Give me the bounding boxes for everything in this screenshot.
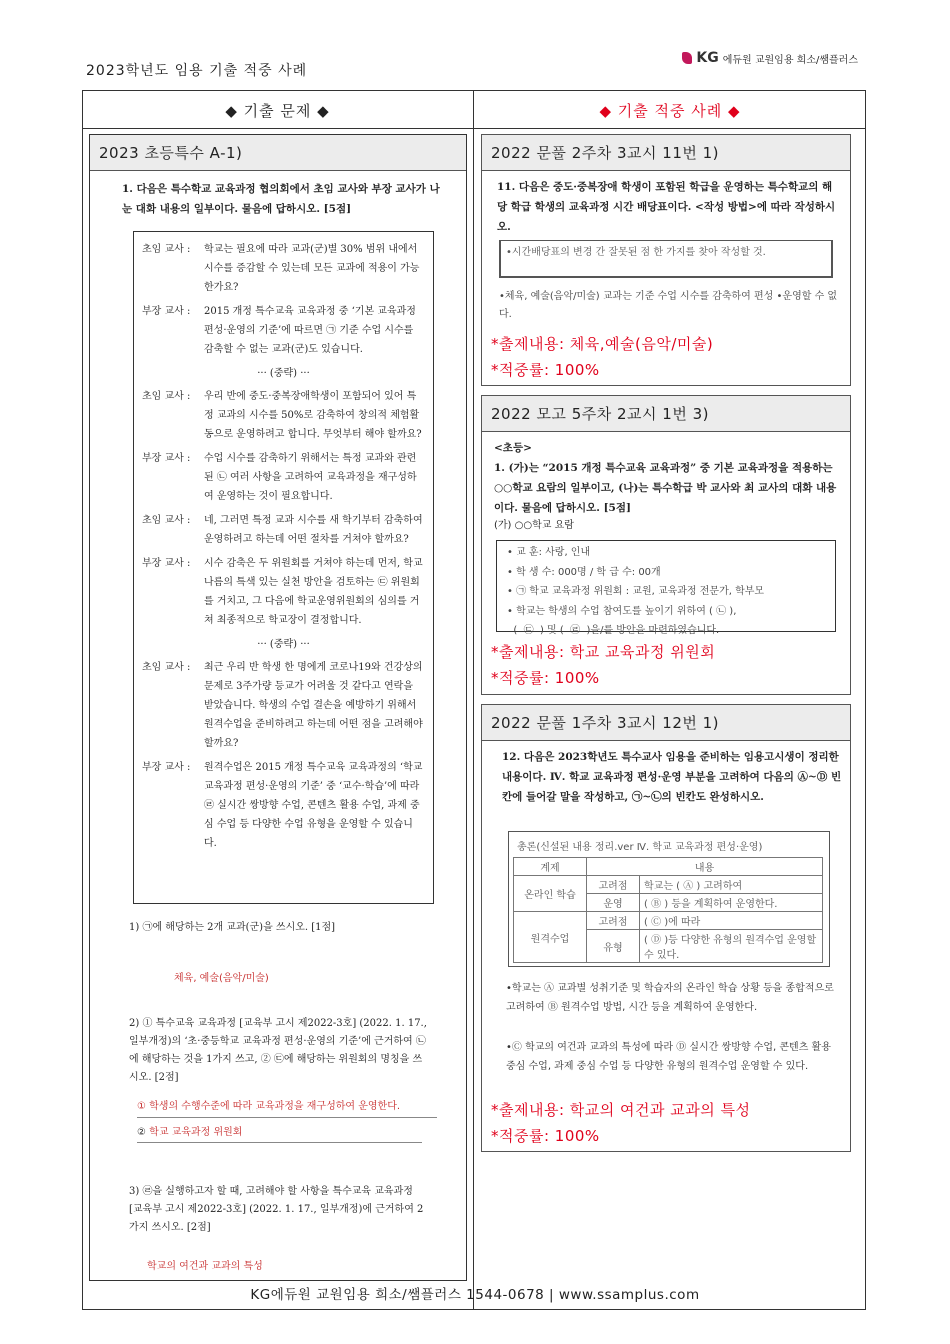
hit-case-rate: *적중률: 100% (491, 669, 600, 687)
dialog-line (142, 511, 425, 549)
dialog-line (142, 758, 425, 853)
hit-case-content: *출제내용: 체육,예술(음악/미술) (491, 335, 714, 353)
sub-question-1: 1) ㉠에 해당하는 2개 교과(군)을 쓰시오. [1점] (129, 922, 336, 933)
hit-case-box-3 (481, 704, 851, 1152)
summary-table-box (508, 831, 830, 967)
speaker: 초임 교사 : (142, 662, 191, 673)
answer-2-1: ① 학생의 수행수준에 따라 교육과정을 재구성하여 운영한다. (137, 1101, 401, 1112)
table-header-row (514, 858, 823, 876)
logo-text: 에듀원 교원임용 희소/쌤플러스 (722, 54, 858, 66)
table-cell: 운영 (587, 894, 640, 912)
answer-line (137, 1142, 422, 1143)
table-header-cell: 계제 (514, 858, 587, 876)
dialog-line (142, 658, 425, 753)
answer-1: 체육, 예술(음악/미술) (174, 973, 269, 984)
omission-mark: ··· (중략) ··· (257, 639, 310, 650)
dialog-line (142, 302, 425, 359)
utterance: 우리 반에 중도·중복장애학생이 포함되어 있어 특정 교과의 시수를 50%로 감축하여 창의적 체험활동으로 운영하려고 합니다. 무엇부터 해야 할까요? (204, 391, 422, 440)
utterance: 최근 우리 반 학생 한 명에게 코로나19와 건강상의 문제로 3주가량 등교가 어려울 것 같다고 연락을 받았습니다. 학생의 수업 결손을 예방하기 위해서 원격수업을 준비하려고 하는데 어떤 점을 고려해야 할까요? (204, 662, 423, 749)
table-header-cell: 내용 (587, 858, 823, 876)
page-header-title: 2023학년도 임용 기출 적중 사례 (86, 63, 308, 79)
table-cell: 고려점 (587, 876, 640, 894)
omission-mark: ··· (중략) ··· (257, 368, 310, 379)
utterance: 원격수업은 2015 개정 특수교육 교육과정의 ‘학교 교육과정 편성·운영의 기준’ 중 ‘교수·학습’에 따라 ㉣ 실시간 쌍방향 수업, 콘텐츠 활용 수업, 과제 중심 수업 등 다양한 수업 유형을 운영할 수 있습니다. (204, 762, 423, 849)
sub-question-3: 3) ㉣을 실행하고자 할 때, 고려해야 할 사항을 특수교육 교육과정 [교육부 고시 제2022-3호] (2022. 1. 17., 일부개정)에 근거하여 2가지 쓰시오. [2점] (129, 1186, 424, 1233)
info-line: • 학교는 학생의 수업 참여도를 높이기 위하여 ( ㉡ ), (507, 605, 737, 617)
utterance: 수업 시수를 감축하기 위해서는 특정 교과와 관련된 ㉡ 여러 사항을 고려하여 교육과정을 재구성하여 운영하는 것이 필요합니다. (204, 453, 417, 502)
exam-question-box (89, 134, 467, 1281)
exam-heading: 2023 초등특수 A-1) (90, 135, 466, 171)
speaker: 부장 교사 : (142, 306, 191, 317)
hit-case-question: 11. 다음은 중도·중복장애 학생이 포함된 학급을 운영하는 특수학교의 해당 학급 학생의 교육과정 시간 배당표이다. <작성 방법>에 따라 작성하시오. (497, 181, 836, 233)
table-cell: 학교는 ( Ⓐ ) 고려하여 (640, 876, 823, 894)
header-row-divider (82, 128, 866, 129)
hit-case-answer: •체육, 예술(음악/미술) 교과는 기준 수업 시수를 감축하여 편성 •운영할 수 없다. (499, 291, 838, 320)
hit-case-box-1 (481, 134, 851, 386)
table-row (514, 876, 823, 894)
hit-case-heading: 2022 문풀 2주차 3교시 11번 1) (482, 135, 850, 171)
answer-line (137, 1117, 437, 1118)
dialog-line (142, 554, 425, 630)
summary-table (513, 857, 823, 963)
utterance: 학교는 필요에 따라 교과(군)별 30% 범위 내에서 시수를 증감할 수 있는데 모든 교과에 적용이 가능한가요? (204, 244, 420, 293)
speaker: 부장 교사 : (142, 453, 191, 464)
method-text: •시간배당표의 변경 간 잘못된 점 한 가지를 찾아 작성할 것. (506, 247, 766, 258)
hit-case-heading: 2022 모고 5주차 2교시 1번 3) (482, 396, 850, 432)
hit-case-heading: 2022 문풀 1주차 3교시 12번 1) (482, 705, 850, 741)
hit-case-box-2 (481, 395, 851, 695)
info-line: • 교 훈: 사랑, 인내 (507, 547, 591, 558)
dialog-box (133, 231, 434, 904)
speaker: 초임 교사 : (142, 244, 191, 255)
hit-case-rate: *적중률: 100% (491, 1127, 600, 1145)
dialog-line (142, 387, 425, 444)
speaker: 초임 교사 : (142, 515, 191, 526)
table-row (514, 912, 823, 930)
info-line: • 학 생 수: 000명 / 학 급 수: 00개 (507, 566, 661, 578)
table-cell: 유형 (587, 930, 640, 963)
logo-brand: KG (696, 50, 719, 66)
info-line: ( ㉢ ) 및 ( ㉣ )을/를 방안을 마련하였습니다. (507, 625, 720, 636)
summary-table-title: 총론(신설된 내용 정리.ver Ⅳ. 학교 교육과정 편성·운영) (517, 842, 763, 853)
answer-2-2-number: ② (137, 1127, 146, 1138)
table-cell: ( Ⓒ )에 따라 (640, 912, 823, 930)
hit-case-answer-2: •Ⓒ 학교의 여건과 교과의 특성에 따라 Ⓓ 실시간 쌍방향 수업, 콘텐츠 활용 중심 수업, 과제 중심 수업 등 다양한 유형의 원격수업 운영할 수 있다. (506, 1042, 831, 1072)
table-cell: 원격수업 (514, 912, 587, 963)
hit-case-content: *출제내용: 학교의 여건과 교과의 특성 (491, 1101, 751, 1119)
info-line: • ㉠ 학교 교육과정 위원회 : 교원, 교육과정 전문가, 학부모 (507, 586, 765, 597)
answer-2-2: 학교 교육과정 위원회 (149, 1127, 243, 1138)
left-column-heading: ◆ 기출 문제 ◆ (225, 102, 330, 120)
hit-case-question: 12. 다음은 2023학년도 특수교사 임용을 준비하는 임용고시생이 정리한 내용이다. Ⅳ. 학교 교육과정 편성·운영 부분을 고려하여 다음의 Ⓐ~Ⓓ 빈칸에 들어갈 말을 작성하고, ㉠~㉡의 빈칸도 완성하시오. (502, 751, 842, 803)
utterance: 시수 감축은 두 위원회를 거쳐야 하는데 먼저, 학교 나름의 특색 있는 실천 방안을 검토하는 ㉢ 위원회를 거치고, 그 다음에 학교운영위원회의 심의를 거쳐 최종적으로 학교장이 결정합니다. (204, 558, 423, 626)
speaker: 부장 교사 : (142, 558, 191, 569)
answer-3: 학교의 여건과 교과의 특성 (147, 1261, 263, 1272)
brand-mark-icon (682, 52, 692, 64)
speaker: 부장 교사 : (142, 762, 191, 773)
table-cell: ( Ⓑ ) 등을 계획하여 운영한다. (640, 894, 823, 912)
page-footer: KG에듀원 교원임용 희소/쌤플러스 1544-0678 | www.ssamplus.com (250, 1287, 700, 1303)
hit-case-sub: (가) ○○학교 요람 (494, 520, 574, 531)
school-info-box (496, 540, 836, 636)
hit-case-question: 1. (가)는 “2015 개정 특수교육 교육과정” 중 기본 교육과정을 적용하는 ○○학교 요람의 일부이고, (나)는 특수학급 박 교사와 최 교사의 대화 내용이다. 물음에 답하시오. [5점] (494, 462, 837, 514)
hit-case-content: *출제내용: 학교 교육과정 위원회 (491, 643, 716, 661)
sub-question-2: 2) ① 특수교육 교육과정 [교육부 고시 제2022-3호] (2022. 1. 17., 일부개정)의 ‘초·중등학교 교육과정 편성·운영의 기준’에 근거하여 ㉡에 해당하는 것을 1가지 쓰고, ② ㉢에 해당하는 위원회의 명칭을 쓰시오. [2점] (129, 1018, 427, 1083)
hit-case-rate: *적중률: 100% (491, 361, 600, 379)
column-divider (473, 90, 474, 1310)
brand-logo (682, 50, 858, 66)
utterance: 네, 그러면 특정 교과 시수를 새 학기부터 감축하여 운영하려고 하는데 어떤 절차를 거쳐야 할까요? (204, 515, 423, 545)
answer-2-2-row (137, 1123, 242, 1138)
speaker: 초임 교사 : (142, 391, 191, 402)
hit-case-tag: <초등> (494, 442, 532, 454)
exam-question: 1. 다음은 특수학교 교육과정 협의회에서 초임 교사와 부장 교사가 나눈 대화 내용의 일부이다. 물음에 답하시오. [5점] (122, 183, 440, 215)
table-cell: 온라인 학습 (514, 876, 587, 912)
table-cell: ( Ⓓ )등 다양한 유형의 원격수업 운영할 수 있다. (640, 930, 823, 963)
dialog-line (142, 449, 425, 506)
utterance: 2015 개정 특수교육 교육과정 중 ‘기본 교육과정 편성·운영의 기준’에 따르면 ㉠ 기준 수업 시수를 감축할 수 없는 교과(군)도 있습니다. (204, 306, 416, 355)
method-box (499, 240, 833, 278)
table-cell: 고려점 (587, 912, 640, 930)
dialog-line (142, 240, 425, 297)
hit-case-answer-1: •학교는 Ⓐ 교과별 성취기준 및 학습자의 온라인 학습 상황 등을 종합적으로 고려하여 Ⓑ 원격수업 방법, 시간 등을 계획하여 운영한다. (506, 983, 834, 1013)
right-column-heading: ◆ 기출 적중 사례 ◆ (599, 102, 741, 120)
